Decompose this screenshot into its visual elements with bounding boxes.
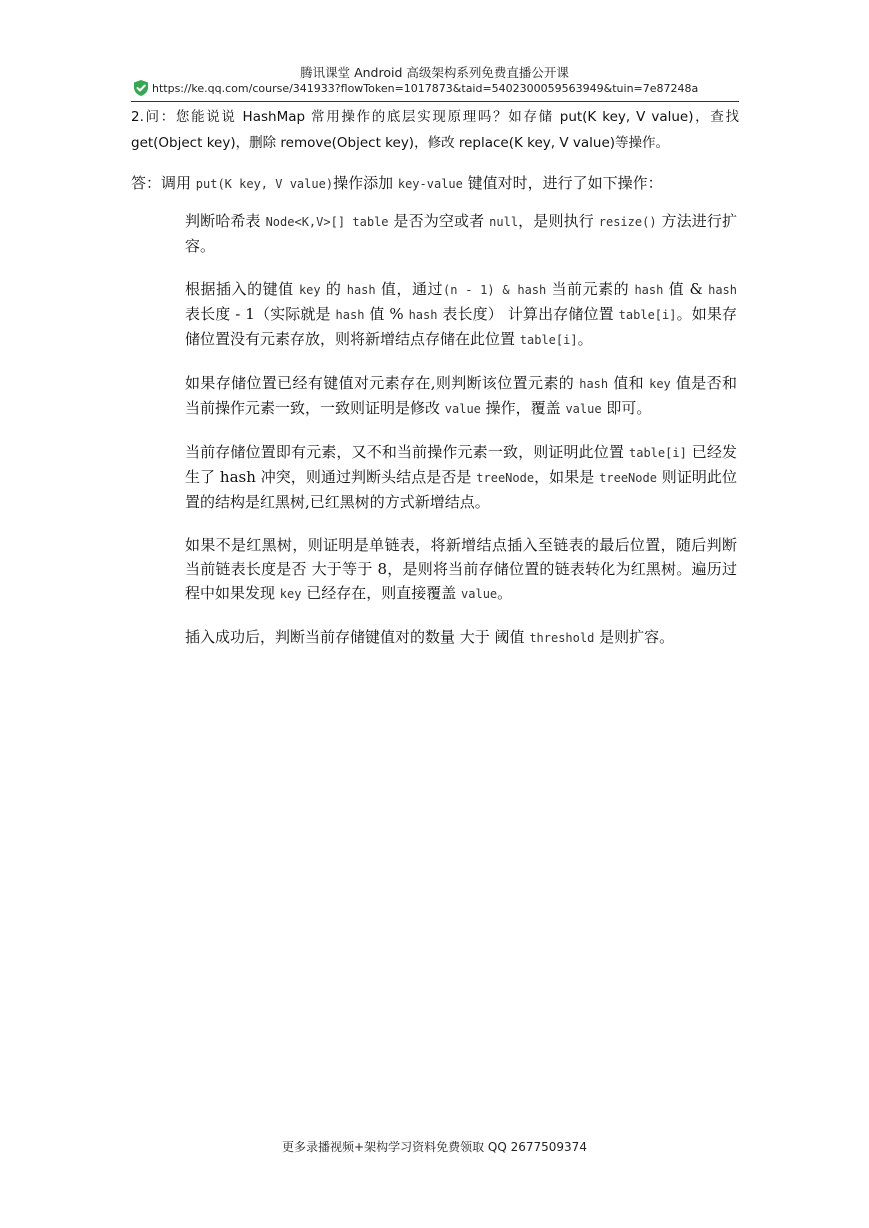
- text-run: 。: [577, 330, 593, 348]
- text-run: 根据插入的键值: [185, 280, 299, 298]
- text-run: 则证明此位置的结构是红黑树,已红黑树的方式新增结点。: [185, 468, 737, 511]
- code-run: treeNode: [476, 471, 535, 485]
- text-run: 已经发生了 hash 冲突，则通过判断头结点是否是: [185, 443, 737, 486]
- text-run: 如果存储位置已经有键值对元素存在,则判断该位置元素的: [185, 374, 580, 392]
- question-text: 2.问：您能说说 HashMap 常用操作的底层实现原理吗？如存储 put(K key, V value)，查找 get(Object key)，删除 remove(Object key)，修改 replace(K key, V value)等操作。: [131, 109, 739, 151]
- step-paragraph-2: [185, 277, 737, 352]
- code-put: put(K key, V value): [195, 177, 334, 191]
- code-key-value: key-value: [397, 177, 463, 191]
- text-run: 值和: [608, 374, 650, 392]
- step-paragraph-6: [185, 625, 737, 650]
- code-run: value: [461, 587, 498, 601]
- text-run: 。: [497, 584, 513, 602]
- code-run: hash: [579, 377, 609, 391]
- course-url-line: [132, 79, 698, 97]
- text-run: 已经存在，则直接覆盖: [301, 584, 462, 602]
- text-run: 如果不是红黑树，则证明是单链表，将新增结点插入至链表的最后位置，随后判断当前链表长度是否 大于等于 8，是则将当前存储位置的链表转化为红黑树。遍历过程中如果发现: [185, 536, 737, 602]
- code-run: table[i]: [629, 446, 687, 460]
- course-url[interactable]: https://ke.qq.com/course/341933?flowToken=1017873&taid=5402300059563949&tuin=7e87248a: [152, 81, 699, 95]
- text-run: 是否为空或者: [388, 212, 490, 230]
- text-run: 值 %: [364, 305, 409, 323]
- text-run: 值，通过: [375, 280, 444, 298]
- code-run: table[i]: [618, 308, 677, 322]
- text-run: 插入成功后，判断当前存储键值对的数量 大于 阈值: [185, 628, 530, 646]
- header-divider: [131, 101, 739, 102]
- text-run: 值 &: [663, 280, 709, 298]
- code-run: hash: [335, 308, 365, 322]
- answer-steps: [185, 209, 737, 669]
- text-run: 的: [320, 280, 347, 298]
- code-run: hash: [708, 283, 737, 297]
- code-run: treeNode: [599, 471, 657, 485]
- answer-intro-suffix: 键值对时，进行了如下操作：: [462, 174, 663, 192]
- code-run: resize(): [598, 215, 657, 229]
- text-run: ，是则执行: [518, 212, 599, 230]
- code-run: Node<K,V>[] table: [265, 215, 389, 229]
- code-run: hash: [634, 283, 664, 297]
- page-header-title: 腾讯课堂 Android 高级架构系列免费直播公开课: [300, 65, 569, 80]
- step-paragraph-1: [185, 209, 737, 258]
- shield-check-icon: [132, 79, 150, 97]
- text-run: 判断哈希表: [185, 212, 266, 230]
- step-paragraph-4: [185, 440, 737, 514]
- code-run: value: [444, 402, 481, 416]
- text-run: 值是否和当前操作元素一致，一致则证明是修改: [185, 374, 737, 417]
- text-run: 。如果存储位置没有元素存放，则将新增结点存储在此位置: [185, 305, 738, 348]
- text-run: 即可。: [601, 399, 652, 417]
- text-run: 当前元素的: [546, 280, 635, 298]
- text-run: ，如果是: [534, 468, 600, 486]
- code-run: value: [565, 402, 602, 416]
- code-run: (n - 1) & hash: [443, 283, 547, 297]
- answer-intro-prefix: 答：调用: [131, 174, 196, 192]
- code-run: hash: [346, 283, 376, 297]
- text-run: 当前存储位置即有元素，又不和当前操作元素一致，则证明此位置: [185, 443, 629, 461]
- page-footer: 更多录播视频+架构学习资料免费领取 QQ 2677509374: [282, 1140, 587, 1154]
- answer-intro-mid: 操作添加: [333, 174, 398, 192]
- answer-intro: [131, 170, 741, 197]
- code-run: hash: [408, 308, 438, 322]
- code-run: key: [298, 283, 321, 297]
- code-run: table[i]: [519, 333, 578, 347]
- text-run: 方法进行扩容。: [185, 212, 737, 255]
- text-run: 是则扩容。: [594, 628, 675, 646]
- code-run: threshold: [529, 631, 595, 645]
- code-run: key: [649, 377, 671, 391]
- code-run: key: [279, 587, 302, 601]
- text-run: 表长度） 计算出存储位置: [437, 305, 619, 323]
- text-run: 表长度 - 1（实际就是: [185, 305, 336, 323]
- text-run: 操作，覆盖: [480, 399, 566, 417]
- step-paragraph-5: [185, 533, 737, 606]
- step-paragraph-3: [185, 371, 737, 421]
- code-run: null: [489, 215, 519, 229]
